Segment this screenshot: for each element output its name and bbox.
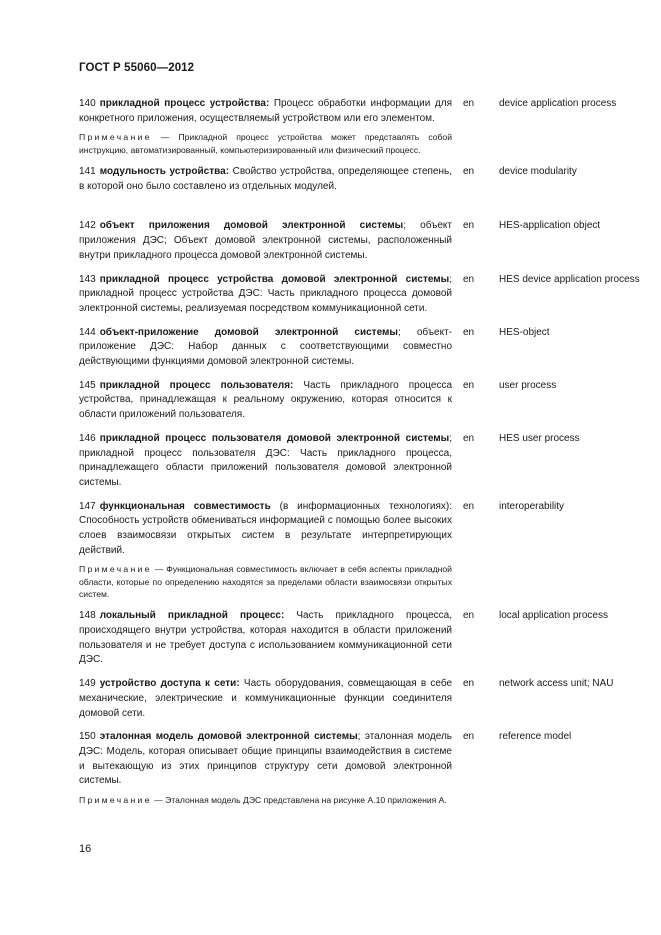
language-code: en <box>463 500 475 512</box>
term-note <box>79 794 452 806</box>
language-code: en <box>463 220 475 232</box>
language-code: en <box>463 731 475 743</box>
term-number: 147 <box>79 500 96 512</box>
term-definition <box>79 730 452 789</box>
term-number: 144 <box>79 326 96 338</box>
term-entry-143 <box>79 273 649 317</box>
term-name: устройство доступа к сети: <box>99 678 240 690</box>
term-name: прикладной процесс устройства домовой электронной системы <box>99 273 450 285</box>
language-code: en <box>463 166 475 177</box>
english-equivalent: HES-object <box>499 326 550 338</box>
term-number: 143 <box>79 273 96 285</box>
term-number: 140 <box>79 98 96 109</box>
term-text: ; объект-приложение ДЭС: Набор данных с соответствующими совместно действующими функциями домовой электронной системы. <box>79 326 452 368</box>
note-text: — Функциональная совместимость включает в себя аспекты прикладной области, которые по определению находятся за пределами области взаимосвязи открытых систем. <box>79 564 452 600</box>
language-code: en <box>463 326 475 338</box>
term-name: прикладной процесс устройства: <box>99 98 270 109</box>
term-definition <box>79 677 452 721</box>
term-name: прикладной процесс пользователя домовой электронной системы <box>99 432 450 444</box>
term-definition <box>79 165 452 194</box>
document-header: ГОСТ Р 55060—2012 <box>79 62 195 74</box>
language-code: en <box>463 432 475 444</box>
term-text: Свойство устройства, определяющее степень, в которой оно было составлено из отдельных модулей. <box>79 166 452 192</box>
term-text: (в информационных технологиях): Способность устройств обмениваться информацией с помощью более высоких слоев взаимосвязи открытых систем в результате интерпретирующих действий. <box>79 500 452 556</box>
term-entry-141 <box>79 165 649 194</box>
term-entry-148 <box>79 609 649 668</box>
term-definition <box>79 500 452 559</box>
language-code: en <box>463 273 475 285</box>
english-equivalent: HES device application process <box>499 273 640 285</box>
term-text: Процесс обработки информации для конкретного приложения, осуществляемый устройством или его элементом. <box>79 98 452 124</box>
term-entry-144 <box>79 326 649 370</box>
english-equivalent: local application process <box>499 610 608 622</box>
term-entry-150 <box>79 730 649 806</box>
term-definition <box>79 97 452 126</box>
term-entry-140 <box>79 97 649 156</box>
language-code: en <box>463 98 475 109</box>
term-note <box>79 131 452 156</box>
term-text: ; эталонная модель ДЭС: Модель, которая описывает общие принципы взаимодействия в системе и вытекающую из этих принципов структуру сети домовой электронной системы. <box>79 731 452 787</box>
english-equivalent: HES user process <box>499 432 580 444</box>
term-text: ; объект приложения ДЭС; Объект домовой электронной системы, расположенный внутри прикладного процесса домовой электронной системы. <box>79 220 452 261</box>
english-equivalent: reference model <box>499 731 572 743</box>
term-entry-147 <box>79 500 649 601</box>
english-equivalent: interoperability <box>499 500 565 512</box>
term-entry-142 <box>79 219 649 263</box>
note-text: — Прикладной процесс устройства может представлять собой инструкцию, автоматизированный, компьютеризированный или физический процесс. <box>79 132 452 155</box>
term-definition <box>79 219 452 263</box>
term-note <box>79 563 452 600</box>
term-name: модульность устройства: <box>99 166 230 177</box>
term-number: 145 <box>79 379 96 391</box>
term-text: Часть прикладного процесса, происходящего внутри устройства, которая находится в области приложений пользователя и не требует доступа с использованием коммуникационной сети ДЭС. <box>79 610 452 666</box>
terms-list <box>79 97 649 815</box>
term-text: Часть оборудования, совмещающая в себе механические, электрические и коммуникационные функции соединителя домовой сети. <box>79 678 453 719</box>
term-number: 146 <box>79 432 96 444</box>
note-text: — Эталонная модель ДЭС представлена на рисунке А.10 приложения А. <box>151 795 447 806</box>
term-name: прикладной процесс пользователя: <box>99 379 294 391</box>
term-text: ; прикладной процесс пользователя ДЭС: Часть прикладного процесса, принадлежащего области приложений пользователя домовой электронной системы. <box>79 432 452 488</box>
term-entry-145 <box>79 379 649 423</box>
note-label: Примечание <box>79 795 152 806</box>
term-definition <box>79 432 452 491</box>
note-label: Примечание <box>79 564 152 575</box>
english-equivalent: HES-application object <box>499 220 601 232</box>
english-equivalent: network access unit; NAU <box>499 678 614 690</box>
page-number: 16 <box>79 843 92 855</box>
term-number: 142 <box>79 220 96 232</box>
term-name: эталонная модель домовой электронной системы <box>99 731 358 743</box>
term-number: 148 <box>79 610 96 622</box>
term-name: локальный прикладной процесс: <box>99 610 285 622</box>
term-number: 149 <box>79 678 96 690</box>
english-equivalent: device application process <box>499 98 617 109</box>
english-equivalent: user process <box>499 379 557 391</box>
english-equivalent: device modularity <box>499 166 577 177</box>
term-text: Часть прикладного процесса устройства, принадлежащая к реальному окружению, которая относится к области приложений пользователя. <box>79 379 453 421</box>
language-code: en <box>463 678 475 690</box>
term-entry-149 <box>79 677 649 721</box>
term-number: 150 <box>79 731 96 743</box>
note-label: Примечание <box>79 132 152 143</box>
language-code: en <box>463 379 475 391</box>
term-name: объект приложения домовой электронной системы <box>99 220 404 232</box>
term-definition <box>79 326 452 370</box>
term-definition <box>79 273 452 317</box>
term-text: ; прикладной процесс устройства ДЭС: Часть прикладного процесса домовой электронной системы, реализуемая посредством коммуникационной сети. <box>79 273 452 314</box>
language-code: en <box>463 610 475 622</box>
term-entry-146 <box>79 432 649 491</box>
term-name: функциональная совместимость <box>99 500 271 512</box>
term-definition <box>79 609 452 668</box>
term-name: объект-приложение домовой электронной системы <box>99 326 398 338</box>
term-definition <box>79 379 452 423</box>
term-number: 141 <box>79 166 96 177</box>
